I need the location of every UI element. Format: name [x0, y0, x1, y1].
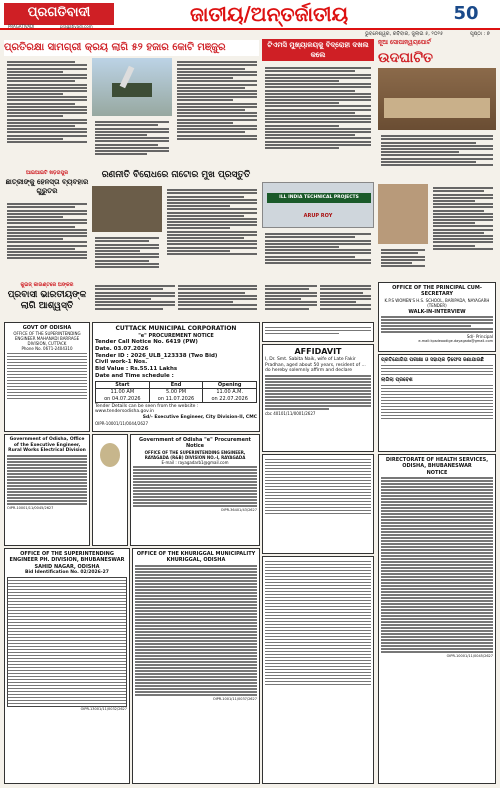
- cmc-col-end: End: [150, 382, 203, 389]
- cmc-col-opening: Opening: [203, 382, 256, 389]
- govt-odisha-ref: Phone No. 0671-2404310: [21, 346, 73, 352]
- bhubaneswar-ad: [4, 548, 130, 784]
- govt-odisha-ad: [4, 322, 90, 432]
- tmc-story-text: [262, 64, 374, 179]
- cmc-tender-id: Tender ID : 2026_ULB_123338 (Two Bid): [95, 352, 218, 359]
- rural-works-ad: [4, 434, 90, 546]
- cmc-schedule: Date and Time schedule :: [95, 373, 174, 380]
- newspaper-logo: ପ୍ରଗତିବାଦୀ: [4, 3, 114, 25]
- odia-notice-line1: ପ୍ରତିଯୋଗିତା ପରୀକ୍ଷା ଓ ସହାୟକ ଡ଼ିଫେସ ଜଣାଯାଉଛି: [381, 357, 484, 363]
- cmc-end-date: on 11.07.2026: [157, 395, 195, 402]
- port-story-text: [378, 132, 496, 180]
- tmc-headline: ଟିଏମସି ମୁଖ୍ୟାଳୟକୁ ବିଦ୍ରୋହୀ ଦଖଲ କଲେ: [262, 39, 374, 61]
- bhub-code: OIPR-13001/11/0032/2627: [80, 706, 127, 711]
- defence-story-text-3: [174, 58, 260, 168]
- govt-odisha-sub: OFFICE OF THE SUPERINTENDING ENGINEER MAHANADI BARRAGE DIVISION, CUTTACK: [13, 331, 81, 347]
- logo-url: pragativadi.com: [60, 24, 93, 29]
- rayagada-ref: OFFICE OF THE SUPERINTENDING ENGINEER, RAYAGADA (R&B) DIVISION NO.-I, RAYAGADA: [144, 449, 246, 460]
- tmc-story-text-3: [262, 282, 374, 320]
- dhs-ad: [378, 454, 496, 784]
- banner-name: ARUP ROY: [303, 213, 333, 219]
- missile-photo: [92, 58, 172, 116]
- section-title: ଜାତୀୟ/ଅନ୍ତର୍ଜାତୀୟ: [190, 2, 349, 26]
- affidavit-ad: [262, 344, 374, 452]
- nato-story-text-2: [164, 186, 260, 278]
- emblem-box: [92, 434, 128, 546]
- bhub-sub: SAHID NAGAR, ODISHA: [34, 563, 100, 570]
- soldiers-photo: [92, 186, 162, 232]
- municipality-ad: [132, 548, 260, 784]
- school-ad-code: e-mail:kpsdeoodige.dayagada@gmail.com: [418, 339, 493, 344]
- rayagada-email: E-mail : rayagadarb1@gmail.com: [161, 459, 229, 465]
- municipality-code: OIPR-1001/11/0037/2627: [212, 697, 257, 701]
- cmc-procurement-ad: [92, 322, 260, 432]
- anniversary-badge: 50: [453, 3, 479, 24]
- right-story-text-2: [378, 246, 428, 278]
- defence-headline: ପ୍ରତିରକ୍ଷା ସାମଗ୍ରୀ କ୍ରୟ ଲାଗି ୫୨ ହଜାର କୋଟି ମଞ୍ଜୁର: [4, 40, 259, 56]
- cmc-col-start: Start: [96, 382, 149, 389]
- municipality-sub: KHURIGGAL, ODISHA: [166, 557, 226, 564]
- cmc-website: Tender Details can be seen from the website : www.tendersodisha.gov.in: [95, 403, 199, 415]
- iit-story-text: [4, 200, 90, 278]
- affidavit-title: AFFIDAVIT: [294, 347, 342, 356]
- logo-subtitle: PRAGATIVADI: [8, 24, 35, 29]
- affidavit-code: cbc 40101/11/0001/2627: [265, 411, 316, 417]
- dhs-notice: NOTICE: [426, 469, 448, 476]
- odia-notice-ad: [378, 354, 496, 452]
- dhs-title: DIRECTORATE OF HEALTH SERVICES, ODISHA, BHUBANESWAR: [385, 457, 489, 470]
- defence-story-text-2: [92, 118, 172, 168]
- bhub-bid: Bid Identification No. 02/2026-27: [25, 569, 109, 575]
- school-ad-walkin: WALK-IN-INTERVIEW: [408, 308, 466, 315]
- cmc-start-date: on 04.07.2026: [104, 395, 141, 402]
- cmc-end-time: 5.00 PM: [165, 389, 187, 396]
- bottom-headline: ପ୍ରବାସୀ ଭାରତୀୟଙ୍କ ଲାଗି ଆଶ୍ୱସ୍ତି: [7, 290, 87, 311]
- rayagada-code: OIPR-36401/43/2627: [220, 508, 257, 512]
- govt-odisha-title: GOVT OF ODISHA: [22, 325, 72, 331]
- odia-tender-ad: [262, 454, 374, 554]
- cmc-work: Civil work-1 Nos.: [95, 359, 148, 366]
- affidavit-body: I, Dr. Smt. Sabita Naik, wife of Late Fakir Pradhan, aged about 50 years, resident of ... do hereby solemnly affirm and declare: [265, 357, 366, 374]
- classified-header: [262, 322, 374, 342]
- cmc-sign: Sd/- Executive Engineer, City Division-II, CMC: [142, 415, 257, 420]
- tmc-story-text-2: [262, 230, 374, 278]
- bhub-title: OFFICE OF THE SUPERINTENDING ENGINEER PH. DIVISION, BHUBANESWAR: [9, 551, 125, 564]
- school-ad-sub: K.P.S WOMEN'S H.S. SCHOOL, BARIPADA, NAYAGARH (TENDER): [384, 297, 490, 308]
- cmc-open-time: 11.00 A.M.: [216, 389, 244, 396]
- cmc-subtitle: "e" PROCUREMENT NOTICE: [138, 332, 214, 339]
- cmc-bid-value: Bid Value : Rs.55.11 Lakhs: [95, 366, 178, 373]
- iit-kicker: ଆଇଆଇଟି ଖଡ଼ଗପୁର: [25, 170, 69, 176]
- nyasa-headline: ନୂଆ ସୋପାନ୍ୱୟପୋର୍ଟ: [378, 39, 431, 46]
- cmc-date: Date. 03.07.2026: [95, 345, 149, 352]
- rural-works-title: Government of Odisha, Office of the Executive Engineer, Rural Works Electrical Division: [8, 437, 86, 454]
- school-ad-sign: Sd/- Principal: [466, 334, 493, 340]
- cmc-open-date: on 22.07.2026: [211, 395, 248, 402]
- dhs-code: OIPR-10001/11/0045/2627: [446, 654, 493, 659]
- municipality-title: OFFICE OF THE KHURIGGAL MUNICIPALITY: [136, 551, 256, 557]
- cmc-tender: Tender Call Notice No. 6419 (PW): [95, 338, 198, 345]
- bottom-kicker: କୁଇଜ୍ କାଉଣ୍ଟରେ ଅଙ୍କର: [20, 282, 74, 288]
- project-banner-photo: [262, 182, 374, 228]
- cmc-title: CUTTACK MUNICIPAL CORPORATION: [115, 325, 237, 332]
- odia-notice-line2: ଲାଗିଲା ପ୍ରବେଶ: [381, 376, 413, 383]
- udghatit-headline: ଉଦଘାଟିତ: [378, 50, 434, 66]
- rayagada-title: Government of Odisha "e" Procurement Notice: [139, 437, 251, 450]
- nato-story-text-1: [92, 234, 162, 278]
- school-walkin-ad: [378, 282, 496, 352]
- school-ad-title: OFFICE OF THE PRINCIPAL CUM-SECRETARY: [392, 285, 482, 298]
- port-inauguration-photo: [378, 68, 496, 130]
- cmc-code: OIPR-10001/11/0044/2627: [95, 420, 149, 426]
- iit-headline: ଛାତ୍ରୀଙ୍କୁ ହେନସ୍ତା ବ୍ୟବହାର ଗୁରୁତର: [5, 178, 89, 195]
- cmc-start-time: 11.00 AM: [110, 389, 135, 396]
- portrait-photo: [378, 184, 428, 244]
- banner-text: ILL INDIA TECHNICAL PROJECTS: [267, 193, 371, 203]
- rayagada-ad: [130, 434, 260, 546]
- page-number: ପୃଷ୍ଠା : ୭: [470, 31, 490, 37]
- odia-tender-ad-2: [262, 556, 374, 784]
- dateline: ଭୁବନେଶ୍ୱର, ରବିବାର, ଜୁଲାଇ ୫, ୨୦୨୫: [365, 31, 444, 37]
- cmc-schedule-table: [95, 381, 257, 403]
- right-story-text: [430, 184, 496, 278]
- rural-works-code: OIPR-10001/11/0045/2627: [7, 506, 54, 511]
- nato-headline: ରଣନୀତି ବିରୋଧରେ ନାଟୋର ମୁଖ ପ୍ରସ୍ତୁତି: [101, 170, 251, 180]
- continued-story-text: [92, 282, 260, 320]
- defence-story-text: [4, 58, 90, 168]
